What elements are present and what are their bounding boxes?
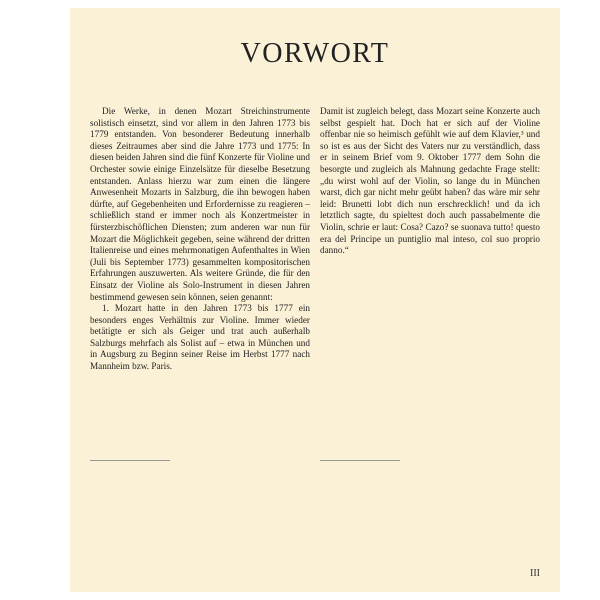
footnote-rule — [90, 460, 170, 461]
paragraph: 1. Mozart hatte in den Jahren 1773 bis 1777 ein besonders enges Verhältnis zur Violine. Immer wieder betätigte er sich als Geiger und trat auch außerhalb Salzburgs mehrfach als Solist auf – etwa in München und in Augsburg zu Beginn seiner Reise im Herbst 1777 nach Mannheim bzw. Paris. — [90, 303, 310, 372]
footnote-rule — [320, 460, 400, 461]
left-column — [90, 106, 310, 373]
page-title: VORWORT — [240, 38, 390, 69]
paragraph: Die Werke, in denen Mozart Streichinstrumente solistisch einsetzt, sind vor allem in den Jahren 1773 bis 1779 entstanden. Von besonderer Bedeutung innerhalb dieses Zeitraumes aber sind die Jahre 1773 und 1775: In diesen beiden Jahren sind die fünf Konzerte für Violine und Orchester sowie einige Einzelsätze für dieselbe Besetzung entstanden. Anlass hierzu war zum einen die längere Anwesenheit Mozarts in Salzburg, die ihn bewogen haben dürfte, auf Gegebenheiten und Erfordernisse zu reagieren – schließlich stand er immer noch als Konzertmeister in fürsterzbischöflichen Diensten; zum anderen war nun für Mozart die Möglichkeit gegeben, seine während der dritten Italienreise und eines mehrmonatigen Aufenthaltes in Wien (Juli bis September 1773) gesammelten kompositorischen Erfahrungen auszuwerten. Als weitere Gründe, die für den Einsatz der Violine als Solo-Instrument in diesen Jahren bestimmend gewesen sein können, seien genannt: — [90, 106, 310, 302]
right-column — [320, 106, 540, 257]
page-number: III — [530, 568, 540, 579]
paragraph: Damit ist zugleich belegt, dass Mozart seine Konzerte auch selbst gespielt hat. Doch hat er sich auf der Violine offenbar nie so heimisch gefühlt wie auf dem Klavier,³ und so ist es aus der Sicht des Vaters nur zu verständlich, dass er in seinem Brief vom 9. Oktober 1777 dem Sohn die besorgte und zugleich als Mahnung gedachte Frage stellt: „du wirst wohl auf der Violin, so lange du in München warst, dich gar nicht mehr geübt haben? das wäre mir sehr leid: Brunetti lobt dich nun erschrecklich! und da ich letztlich sagte, du spieltest doch auch passabelmente die Violin, schrie er laut: Cosa? Cazo? se suonava tutto! questo era del Principe un puntiglio mal inteso, col suo proprio danno.“ — [320, 106, 540, 256]
page — [70, 8, 560, 592]
